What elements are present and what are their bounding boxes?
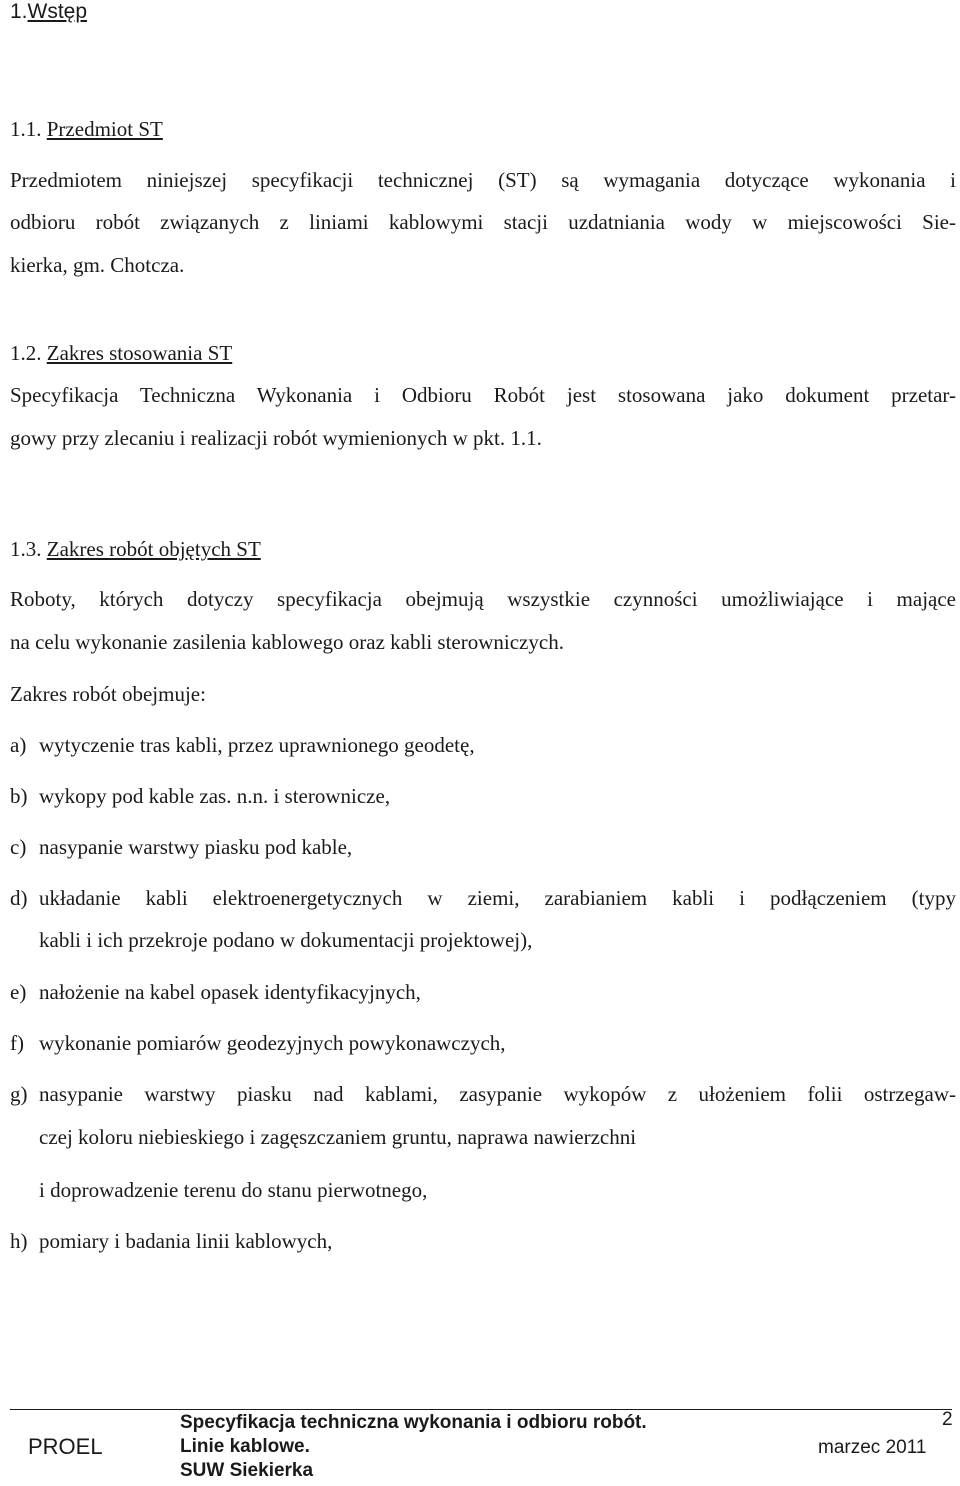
list-item-letter: b) <box>10 784 28 808</box>
section-1-2-title: Zakres stosowania ST <box>46 341 233 365</box>
section-1-1-line: Przedmiotem niniejszej specyfikacji technicznej (ST) są wymagania dotyczące wykonania i <box>10 168 956 192</box>
section-1-2-number: 1.2. <box>10 341 47 365</box>
list-item-text: układanie kabli elektroenergetycznych w ziemi, zarabianiem kabli i podłączeniem (typy <box>39 886 956 910</box>
list-item-text: wytyczenie tras kabli, przez uprawnionego geodetę, <box>39 733 475 757</box>
list-item-text: czej koloru niebieskiego i zagęszczaniem gruntu, naprawa nawierzchni <box>39 1125 637 1149</box>
list-item-text: wykopy pod kable zas. n.n. i sterownicze, <box>39 784 391 808</box>
footer-doc-title-line: Specyfikacja techniczna wykonania i odbioru robót. <box>180 1412 647 1433</box>
section-1-2-line: Specyfikacja Techniczna Wykonania i Odbioru Robót jest stosowana jako dokument przetar- <box>10 383 956 407</box>
list-item-text: pomiary i badania linii kablowych, <box>39 1229 333 1253</box>
section-1-3-title: Zakres robót objętych ST <box>46 537 261 561</box>
section-1-3-line: na celu wykonanie zasilenia kablowego oraz kabli sterowniczych. <box>10 630 564 654</box>
footer-doc-title-line: SUW Siekierka <box>180 1460 314 1481</box>
list-item-letter: f) <box>10 1031 24 1055</box>
section-1-2-heading <box>10 341 232 366</box>
section-1-number: 1. <box>10 0 28 23</box>
list-item-text: nałożenie na kabel opasek identyfikacyjnych, <box>39 980 421 1004</box>
list-item-text: i doprowadzenie terenu do stanu pierwotnego, <box>39 1178 428 1202</box>
list-item-text: nasypanie warstwy piasku pod kable, <box>39 835 353 859</box>
footer-doc-title-line: Linie kablowe. <box>180 1436 310 1457</box>
scope-intro: Zakres robót obejmuje: <box>10 682 206 706</box>
section-1-2-line: gowy przy zlecaniu i realizacji robót wymienionych w pkt. 1.1. <box>10 426 542 450</box>
section-1-1-line: kierka, gm. Chotcza. <box>10 253 185 277</box>
list-item-letter: g) <box>10 1082 28 1106</box>
list-item-letter: d) <box>10 886 28 910</box>
list-item-text: kabli i ich przekroje podano w dokumentacji projektowej), <box>39 928 533 952</box>
section-1-heading <box>10 0 87 24</box>
footer-page-number: 2 <box>942 1409 953 1430</box>
section-1-3-line: Roboty, których dotyczy specyfikacja obejmują wszystkie czynności umożliwiające i mające <box>10 587 956 611</box>
section-1-3-number: 1.3. <box>10 537 47 561</box>
footer-company: PROEL <box>28 1434 103 1459</box>
list-item-text: wykonanie pomiarów geodezyjnych powykonawczych, <box>39 1031 506 1055</box>
list-item-text: nasypanie warstwy piasku nad kablami, zasypanie wykopów z ułożeniem folii ostrzegaw- <box>39 1082 956 1106</box>
footer-divider <box>10 1409 952 1410</box>
section-1-1-title: Przedmiot ST <box>46 117 163 141</box>
section-1-1-line: odbioru robót związanych z liniami kablowymi stacji uzdatniania wody w miejscowości Sie- <box>10 210 956 234</box>
section-1-3-heading <box>10 537 261 562</box>
list-item-letter: c) <box>10 835 27 859</box>
list-item-letter: h) <box>10 1229 28 1253</box>
list-item-letter: a) <box>10 733 27 757</box>
footer-date: marzec 2011 <box>818 1437 927 1458</box>
list-item-letter: e) <box>10 980 27 1004</box>
section-1-1-number: 1.1. <box>10 117 47 141</box>
section-1-1-heading <box>10 117 163 142</box>
section-1-title: Wstęp <box>27 0 88 23</box>
